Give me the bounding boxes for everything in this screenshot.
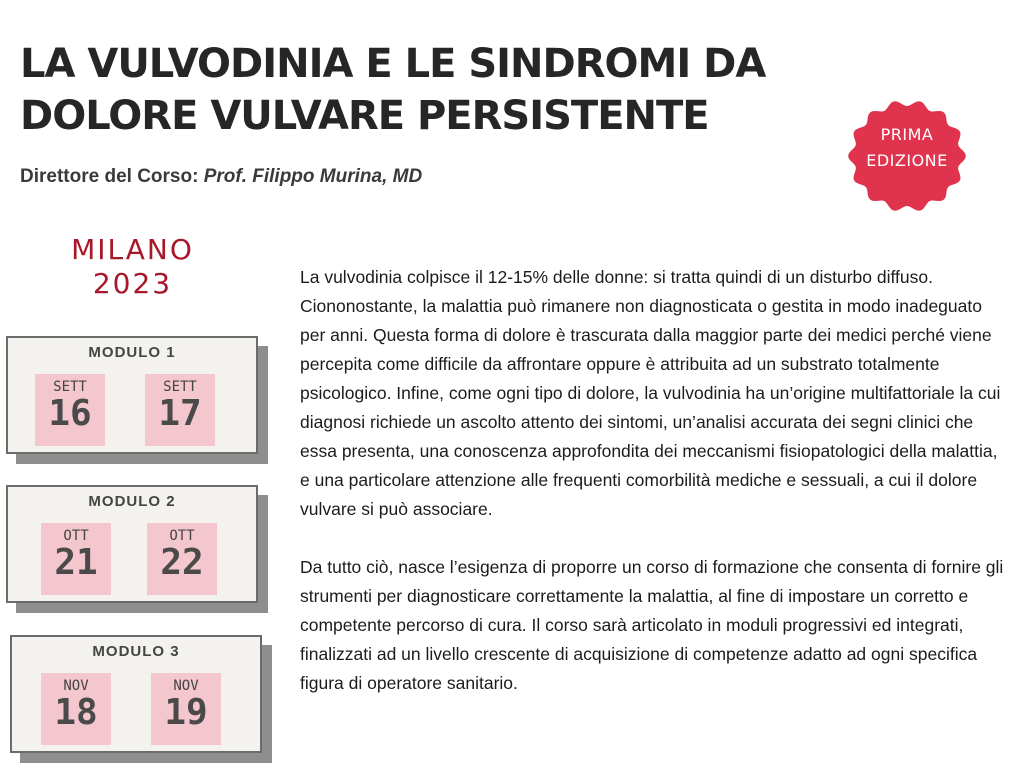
module-label: MODULO 1 [88, 344, 176, 361]
date-month: NOV [63, 678, 89, 694]
module-card-3 [10, 635, 262, 753]
location-date [20, 233, 245, 301]
course-director [20, 166, 422, 188]
date-month: OTT [63, 528, 89, 544]
date-month: SETT [53, 379, 87, 395]
date-day: 18 [54, 692, 98, 733]
course-title-line-2: DOLORE VULVARE PERSISTENTE [20, 93, 709, 139]
description-paragraph-2: Da tutto ciò, nasce l’esigenza di proporre un corso di formazione che consenta di fornire gli strumenti per diagnosticare correttamente la malattia, al fine di impostare un corretto e competente percorso di cura. Il corso sarà articolato in moduli progressivi ed integrati, finalizzati ad un livello crescente di acquisizione di competenze adatto ad ogni specifica figura di operatore sanitario. [300, 557, 1004, 693]
date-day: 16 [48, 393, 92, 434]
module-label: MODULO 2 [88, 493, 176, 510]
module-card-1 [6, 336, 258, 454]
date-tile [151, 673, 221, 745]
course-title-line-1: LA VULVODINIA E LE SINDROMI DA [20, 41, 766, 87]
badge-line-1: PRIMA [880, 125, 934, 144]
date-tile [35, 374, 105, 446]
director-name: Prof. Filippo Murina, MD [203, 166, 423, 187]
date-tile [147, 523, 217, 595]
date-day: 22 [160, 542, 204, 583]
city-name: MILANO [71, 233, 194, 266]
year: 2023 [92, 267, 173, 300]
first-edition-badge [843, 98, 971, 214]
date-month: SETT [163, 379, 197, 395]
date-day: 19 [164, 692, 208, 733]
director-label: Direttore del Corso: [20, 166, 199, 187]
date-month: NOV [173, 678, 199, 694]
course-description [300, 263, 1010, 727]
date-month: OTT [169, 528, 195, 544]
badge-line-2: EDIZIONE [866, 151, 948, 170]
date-day: 21 [54, 542, 98, 583]
module-card-2 [6, 485, 258, 603]
date-day: 17 [158, 393, 202, 434]
date-tile [145, 374, 215, 446]
description-paragraph-1: La vulvodinia colpisce il 12-15% delle donne: si tratta quindi di un disturbo diffuso. Ciononostante, la malattia può rimanere non diagnosticata o gestita in modo inadeguato per anni. Questa forma di dolore è trascurata dalla maggior parte dei medici perché viene percepita come difficile da affrontare oppure è attribuita ad un substrato totalmente psicologico. Infine, come ogni tipo di dolore, la vulvodinia ha un’origine multifattoriale la cui diagnosi richiede un ascolto attento dei sintomi, un’analisi accurata dei segni clinici che essa presenta, una conoscenza approfondita dei meccanismi fisiopatologici della malattia, e una particolare attenzione alle frequenti comorbilità mediche e sessuali, a cui il dolore vulvare si può associare. [300, 267, 1001, 519]
course-title [20, 38, 780, 142]
date-tile [41, 523, 111, 595]
date-tile [41, 673, 111, 745]
module-label: MODULO 3 [92, 643, 180, 660]
